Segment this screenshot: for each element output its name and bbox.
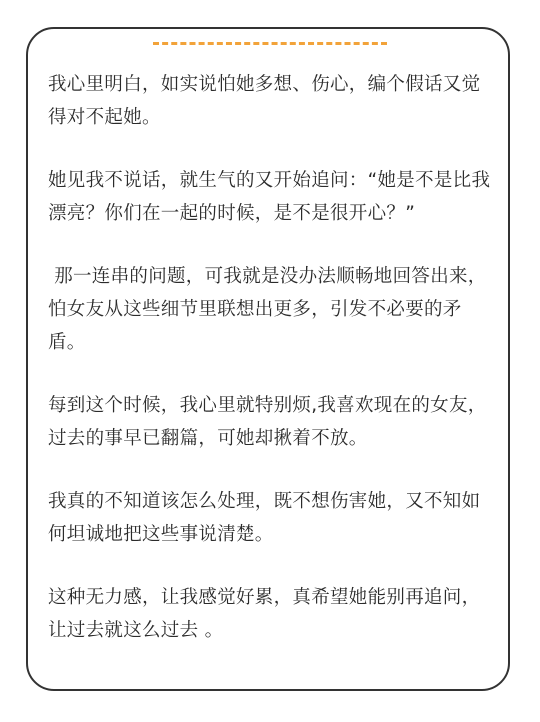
text-body: [48, 68, 494, 677]
paragraph-3: 那一连串的问题，可我就是没办法顺畅地回答出来，怕女友从这些细节里联想出更多，引发不必要的矛盾。: [48, 266, 487, 353]
decorative-dashed-line: [153, 42, 387, 45]
paragraph-5: 我真的不知道该怎么处理，既不想伤害她，又不知如何坦诚地把这些事说清楚。: [48, 491, 481, 545]
paragraph-2: 她见我不说话，就生气的又开始追问：“她是不是比我漂亮？你们在一起的时候，是不是很开心？”: [48, 170, 491, 224]
paragraph-6: 这种无力感，让我感觉好累，真希望她能别再追问，让过去就这么过去 。: [48, 587, 481, 641]
paragraph-4: 每到这个时候，我心里就特别烦,我喜欢现在的女友，过去的事早已翻篇，可她却揪着不放。: [48, 395, 487, 449]
paragraph-1: 我心里明白，如实说怕她多想、伤心，编个假话又觉得对不起她。: [48, 74, 481, 128]
